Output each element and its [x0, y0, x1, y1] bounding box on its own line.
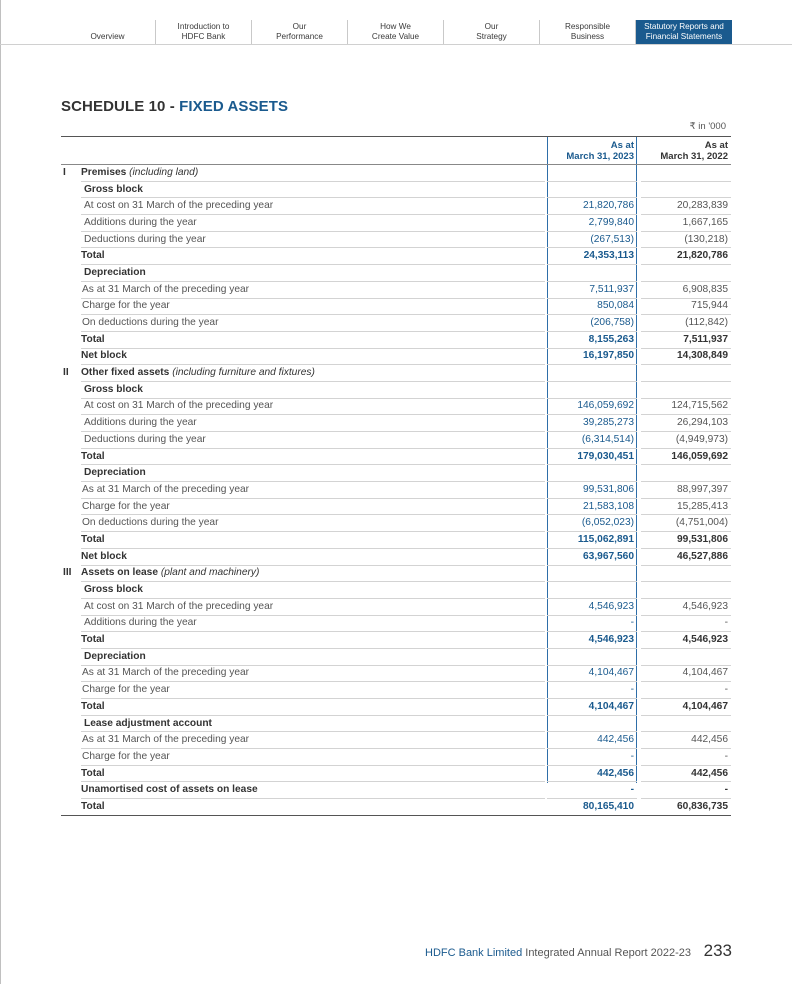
- row-label: [81, 699, 545, 716]
- value-previous-year: 715,944: [641, 298, 731, 315]
- row-label-text: Total: [81, 634, 105, 646]
- row-label-text: Premises: [81, 166, 127, 178]
- table-row: [61, 515, 731, 532]
- value-current-year: [547, 565, 637, 582]
- value-previous-year: 46,527,886: [641, 548, 731, 565]
- header-current-line2: March 31, 2023: [566, 150, 634, 162]
- value-previous-year: 21,820,786: [641, 248, 731, 265]
- value-previous-year: 7,511,937: [641, 331, 731, 348]
- value-previous-year: (112,842): [641, 315, 731, 332]
- table-row: [61, 615, 731, 632]
- row-label-text: As at 31 March of the preceding year: [82, 283, 250, 295]
- row-numeral: [61, 248, 81, 265]
- table-row: [61, 598, 731, 615]
- table-row: [61, 448, 731, 465]
- row-label-text: Net block: [81, 550, 127, 562]
- header-current-year: [547, 137, 637, 165]
- row-label-text: Charge for the year: [82, 684, 170, 696]
- header-current-line1: As at: [610, 139, 634, 151]
- value-previous-year: 99,531,806: [641, 532, 731, 549]
- row-numeral: [61, 231, 81, 248]
- row-label: [81, 432, 545, 449]
- nav-tab-overview[interactable]: [60, 20, 156, 44]
- row-label-text: Other fixed assets: [81, 367, 170, 379]
- value-current-year: 4,104,467: [547, 665, 637, 682]
- row-numeral: [61, 198, 81, 215]
- row-label-text: Charge for the year: [82, 300, 170, 312]
- table-row: [61, 749, 731, 766]
- row-label-text: At cost on 31 March of the preceding year: [84, 400, 274, 412]
- row-label: [81, 548, 545, 565]
- row-numeral: [61, 448, 81, 465]
- table-row: [61, 398, 731, 415]
- value-current-year: 2,799,840: [547, 215, 637, 232]
- row-label-note: (including furniture and fixtures): [172, 367, 315, 379]
- table-row: [61, 281, 731, 298]
- nav-tab-label: Statutory Reports and Financial Statements: [644, 22, 724, 41]
- row-numeral: II: [63, 367, 69, 379]
- table-row: [61, 765, 731, 782]
- table-row: [61, 715, 731, 732]
- table-row: [61, 348, 731, 365]
- row-numeral: [61, 632, 81, 649]
- title-accent: FIXED ASSETS: [179, 98, 289, 115]
- value-previous-year: [641, 265, 731, 282]
- value-current-year: [547, 648, 637, 665]
- nav-tab-label: Overview: [90, 32, 125, 41]
- table-row: [61, 415, 731, 432]
- row-label-text: Total: [81, 800, 105, 812]
- value-previous-year: 4,546,923: [641, 632, 731, 649]
- value-current-year: -: [547, 749, 637, 766]
- value-current-year: 442,456: [547, 765, 637, 782]
- page-edge: [0, 0, 1, 984]
- row-numeral: [61, 582, 81, 599]
- footer-text: [425, 947, 691, 959]
- row-numeral: [61, 799, 81, 816]
- row-numeral: [61, 732, 81, 749]
- table-row: [61, 381, 731, 398]
- row-numeral: III: [63, 567, 72, 579]
- row-label-text: Additions during the year: [84, 417, 197, 429]
- value-previous-year: (130,218): [641, 231, 731, 248]
- row-label: [81, 348, 545, 365]
- table-row: [61, 298, 731, 315]
- value-previous-year: 442,456: [641, 732, 731, 749]
- nav-tab-performance[interactable]: [252, 20, 348, 44]
- row-numeral: [61, 348, 81, 365]
- row-numeral: [61, 615, 81, 632]
- table-row: [61, 365, 731, 382]
- value-current-year: -: [547, 682, 637, 699]
- value-previous-year: -: [641, 682, 731, 699]
- row-numeral: [61, 548, 81, 565]
- value-current-year: 63,967,560: [547, 548, 637, 565]
- row-label: [81, 598, 545, 615]
- nav-tab-statutory-reports[interactable]: [636, 20, 732, 44]
- row-numeral: [61, 699, 81, 716]
- row-numeral: [61, 532, 81, 549]
- row-label-text: Charge for the year: [82, 500, 170, 512]
- row-label: [81, 515, 545, 532]
- currency-unit: ₹ in '000: [689, 121, 726, 132]
- value-current-year: (6,314,514): [547, 432, 637, 449]
- table-row: [61, 181, 731, 198]
- row-numeral: [61, 315, 81, 332]
- nav-tab-label: Responsible Business: [564, 22, 611, 41]
- row-label-text: As at 31 March of the preceding year: [82, 734, 250, 746]
- value-current-year: [547, 381, 637, 398]
- row-numeral: [61, 215, 81, 232]
- value-previous-year: 15,285,413: [641, 498, 731, 515]
- nav-tab-label: Our Performance: [276, 22, 323, 41]
- row-label: [81, 782, 545, 799]
- value-current-year: [547, 165, 637, 182]
- value-previous-year: [641, 365, 731, 382]
- row-label: [81, 231, 545, 248]
- row-numeral: [61, 482, 81, 499]
- row-label: [81, 765, 545, 782]
- row-label-text: Assets on lease: [81, 567, 159, 579]
- nav-tab-label: Our Strategy: [476, 22, 507, 41]
- value-current-year: [547, 582, 637, 599]
- row-label-text: Total: [81, 450, 105, 462]
- row-numeral: [61, 415, 81, 432]
- row-label-text: At cost on 31 March of the preceding year: [84, 200, 274, 212]
- row-label-text: Gross block: [84, 584, 143, 596]
- row-label-text: Total: [81, 700, 105, 712]
- row-label: [81, 248, 545, 265]
- top-nav: [60, 20, 732, 44]
- value-previous-year: [641, 648, 731, 665]
- row-label: [81, 482, 545, 499]
- row-label: [81, 582, 545, 599]
- header-blank: [61, 137, 81, 165]
- table-row: [61, 215, 731, 232]
- page-title: [61, 98, 288, 115]
- row-numeral: [61, 398, 81, 415]
- row-label: [81, 615, 545, 632]
- nav-tab-label: Introduction to HDFC Bank: [177, 22, 230, 41]
- row-label: [81, 165, 545, 182]
- row-numeral: [61, 765, 81, 782]
- table-row: [61, 565, 731, 582]
- nav-tab-strategy[interactable]: [444, 20, 540, 44]
- header-previous-year: [641, 137, 731, 165]
- row-numeral: [61, 381, 81, 398]
- value-current-year: 4,104,467: [547, 699, 637, 716]
- row-label-note: (including land): [129, 166, 199, 178]
- value-current-year: [547, 365, 637, 382]
- value-current-year: 179,030,451: [547, 448, 637, 465]
- value-current-year: 4,546,923: [547, 632, 637, 649]
- row-label: [81, 198, 545, 215]
- row-label: [81, 732, 545, 749]
- table-row: [61, 498, 731, 515]
- nav-tab-label: How We Create Value: [371, 22, 420, 41]
- value-previous-year: 26,294,103: [641, 415, 731, 432]
- row-numeral: [61, 749, 81, 766]
- row-label: [81, 465, 545, 482]
- row-label-text: Gross block: [84, 383, 143, 395]
- row-label-text: Total: [81, 333, 105, 345]
- row-label: [81, 181, 545, 198]
- value-current-year: 4,546,923: [547, 598, 637, 615]
- row-label: [81, 298, 545, 315]
- value-current-year: 115,062,891: [547, 532, 637, 549]
- value-previous-year: 4,546,923: [641, 598, 731, 615]
- row-label: [81, 381, 545, 398]
- table-row: [61, 548, 731, 565]
- value-previous-year: 4,104,467: [641, 699, 731, 716]
- row-label: [81, 281, 545, 298]
- row-numeral: [61, 682, 81, 699]
- value-previous-year: 442,456: [641, 765, 731, 782]
- row-label: [81, 215, 545, 232]
- table-row: [61, 782, 731, 799]
- table-row: [61, 465, 731, 482]
- row-label-text: On deductions during the year: [82, 517, 219, 529]
- row-numeral: [61, 598, 81, 615]
- header-label-blank: [81, 137, 545, 165]
- value-current-year: [547, 181, 637, 198]
- row-label-note: (plant and machinery): [160, 567, 260, 579]
- table-row: [61, 165, 731, 182]
- row-label: [81, 365, 545, 382]
- row-label: [81, 799, 545, 816]
- table-row: [61, 799, 731, 816]
- row-label: [81, 315, 545, 332]
- row-label-text: Deductions during the year: [84, 233, 206, 245]
- row-label: [81, 749, 545, 766]
- nav-tab-create-value[interactable]: [348, 20, 444, 44]
- row-label-text: On deductions during the year: [82, 317, 219, 329]
- value-current-year: 850,084: [547, 298, 637, 315]
- row-label-text: Gross block: [84, 183, 143, 195]
- value-current-year: 16,197,850: [547, 348, 637, 365]
- table-row: [61, 198, 731, 215]
- row-numeral: [61, 782, 81, 799]
- row-label: [81, 415, 545, 432]
- value-previous-year: 88,997,397: [641, 482, 731, 499]
- table-row: [61, 265, 731, 282]
- row-numeral: [61, 432, 81, 449]
- table-row: [61, 682, 731, 699]
- nav-divider: [0, 44, 792, 45]
- value-current-year: 21,820,786: [547, 198, 637, 215]
- table-row: [61, 315, 731, 332]
- value-current-year: 39,285,273: [547, 415, 637, 432]
- row-numeral: [61, 281, 81, 298]
- row-label: [81, 648, 545, 665]
- value-current-year: (267,513): [547, 231, 637, 248]
- row-numeral: [61, 665, 81, 682]
- row-label-text: Additions during the year: [84, 617, 197, 629]
- table-row: [61, 331, 731, 348]
- row-label: [81, 532, 545, 549]
- table-row: [61, 532, 731, 549]
- row-label-text: Net block: [81, 350, 127, 362]
- value-previous-year: (4,751,004): [641, 515, 731, 532]
- row-numeral: I: [63, 167, 66, 179]
- table-row: [61, 482, 731, 499]
- row-label-text: As at 31 March of the preceding year: [82, 483, 250, 495]
- row-label: [81, 398, 545, 415]
- fixed-assets-table: [61, 136, 731, 816]
- value-previous-year: 60,836,735: [641, 799, 731, 816]
- row-numeral: [61, 298, 81, 315]
- value-current-year: [547, 465, 637, 482]
- row-numeral: [61, 331, 81, 348]
- value-previous-year: 4,104,467: [641, 665, 731, 682]
- table-row: [61, 231, 731, 248]
- row-label: [81, 498, 545, 515]
- table-header-row: [61, 137, 731, 165]
- row-label-text: Deductions during the year: [84, 433, 206, 445]
- value-previous-year: [641, 582, 731, 599]
- row-label: [81, 565, 545, 582]
- row-label: [81, 665, 545, 682]
- page-number: 233: [703, 941, 732, 960]
- value-current-year: (6,052,023): [547, 515, 637, 532]
- row-label-text: Total: [81, 533, 105, 545]
- value-previous-year: 1,667,165: [641, 215, 731, 232]
- value-previous-year: [641, 181, 731, 198]
- row-label-text: Depreciation: [84, 467, 146, 479]
- value-previous-year: -: [641, 749, 731, 766]
- row-label: [81, 265, 545, 282]
- value-current-year: -: [547, 782, 637, 799]
- value-previous-year: 14,308,849: [641, 348, 731, 365]
- nav-tab-responsible-business[interactable]: [540, 20, 636, 44]
- row-numeral: [61, 465, 81, 482]
- row-label-text: Depreciation: [84, 266, 146, 278]
- footer-report-name: Integrated Annual Report 2022-23: [522, 947, 691, 959]
- row-numeral: [61, 498, 81, 515]
- value-current-year: (206,758): [547, 315, 637, 332]
- table-row: [61, 699, 731, 716]
- value-current-year: 7,511,937: [547, 281, 637, 298]
- row-label: [81, 632, 545, 649]
- value-current-year: -: [547, 615, 637, 632]
- nav-tab-introduction[interactable]: [156, 20, 252, 44]
- row-label: [81, 682, 545, 699]
- row-numeral: [61, 648, 81, 665]
- row-label-text: Total: [81, 767, 105, 779]
- row-label-text: Lease adjustment account: [84, 717, 212, 729]
- value-previous-year: [641, 165, 731, 182]
- value-previous-year: -: [641, 615, 731, 632]
- value-previous-year: [641, 715, 731, 732]
- value-previous-year: 6,908,835: [641, 281, 731, 298]
- value-current-year: [547, 715, 637, 732]
- row-label: [81, 448, 545, 465]
- row-label-text: At cost on 31 March of the preceding year: [84, 600, 274, 612]
- row-numeral: [61, 715, 81, 732]
- row-label-text: Additions during the year: [84, 216, 197, 228]
- row-label: [81, 715, 545, 732]
- table-row: [61, 632, 731, 649]
- footer-bank-name: HDFC Bank Limited: [425, 947, 523, 959]
- value-current-year: 8,155,263: [547, 331, 637, 348]
- header-previous-line1: As at: [704, 139, 728, 151]
- value-previous-year: (4,949,973): [641, 432, 731, 449]
- value-previous-year: 146,059,692: [641, 448, 731, 465]
- table-row: [61, 582, 731, 599]
- table-row: [61, 665, 731, 682]
- value-current-year: 99,531,806: [547, 482, 637, 499]
- value-previous-year: [641, 465, 731, 482]
- table-row: [61, 732, 731, 749]
- table-row: [61, 248, 731, 265]
- value-current-year: 146,059,692: [547, 398, 637, 415]
- value-current-year: 442,456: [547, 732, 637, 749]
- value-current-year: 80,165,410: [547, 799, 637, 816]
- row-label-text: Charge for the year: [82, 750, 170, 762]
- value-previous-year: -: [641, 782, 731, 799]
- table-row: [61, 432, 731, 449]
- row-label-text: Total: [81, 250, 105, 262]
- row-label-text: As at 31 March of the preceding year: [82, 667, 250, 679]
- value-current-year: 24,353,113: [547, 248, 637, 265]
- value-current-year: [547, 265, 637, 282]
- row-label-text: Unamortised cost of assets on lease: [81, 784, 258, 796]
- value-previous-year: [641, 381, 731, 398]
- table-row: [61, 648, 731, 665]
- row-numeral: [61, 515, 81, 532]
- row-numeral: [61, 181, 81, 198]
- value-previous-year: 20,283,839: [641, 198, 731, 215]
- value-previous-year: 124,715,562: [641, 398, 731, 415]
- row-label-text: Depreciation: [84, 650, 146, 662]
- value-previous-year: [641, 565, 731, 582]
- header-previous-line2: March 31, 2022: [660, 150, 728, 162]
- row-numeral: [61, 265, 81, 282]
- value-current-year: 21,583,108: [547, 498, 637, 515]
- row-label: [81, 331, 545, 348]
- title-prefix: SCHEDULE 10 -: [61, 98, 180, 115]
